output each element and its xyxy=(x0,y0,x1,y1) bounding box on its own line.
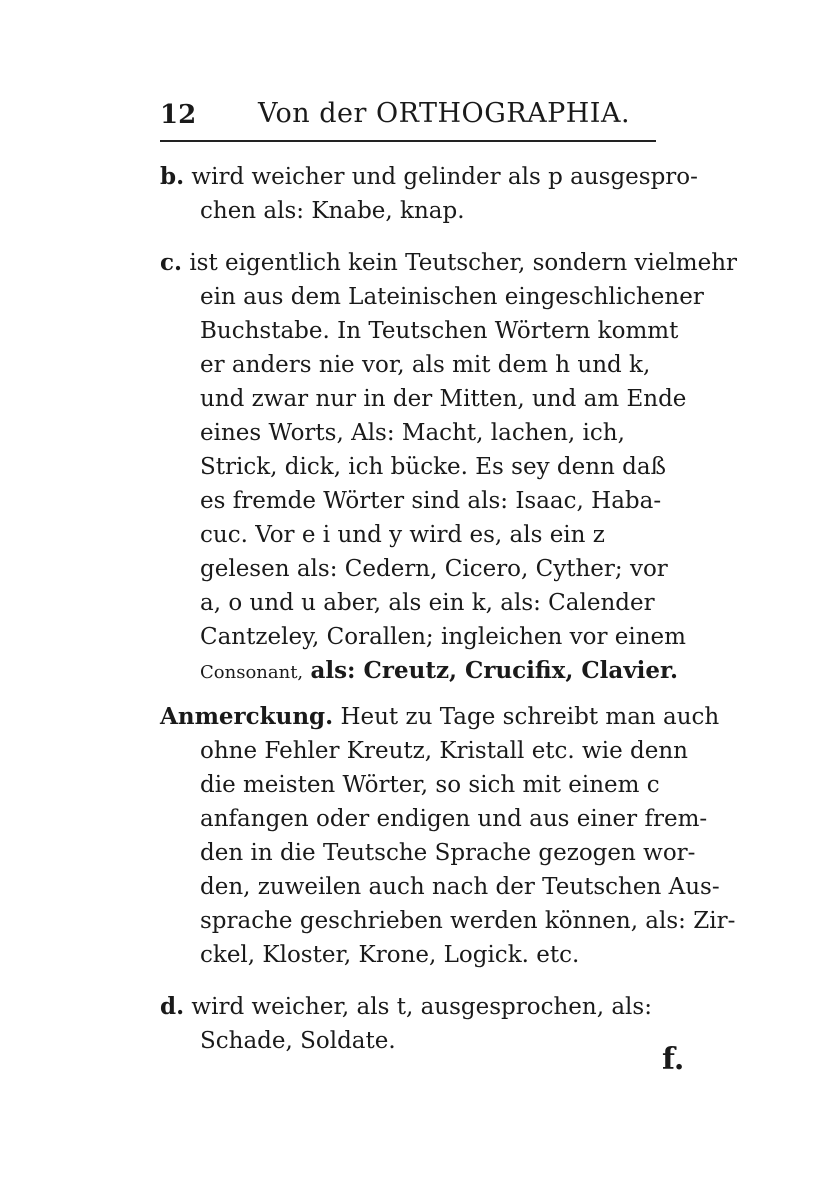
entry-d xyxy=(160,990,680,1058)
entry-text: wird weicher, als t, ausgesprochen, als: xyxy=(191,994,652,1020)
entry-anmerckung xyxy=(160,700,736,972)
header-rule xyxy=(160,140,656,142)
catchword: f. xyxy=(662,1042,685,1077)
running-title-main: ORTHOGRAPHIA. xyxy=(376,98,631,129)
entry-text: wird weicher und gelinder als p ausgespro- xyxy=(191,164,698,190)
entry-line xyxy=(160,990,680,1024)
entry-text: Heut zu Tage schreibt man auch xyxy=(340,704,720,730)
entry-line xyxy=(160,160,698,194)
entry-line: ein aus dem Lateinischen eingeschlichener xyxy=(200,284,704,310)
entry-letter: b. xyxy=(160,163,185,190)
entry-letter: c. xyxy=(160,249,183,276)
entry-line: cuc. Vor e i und y wird es, als ein z xyxy=(200,522,605,548)
note-label: Anmerckung. xyxy=(160,703,334,730)
entry-text: ist eigentlich kein Teutscher, sondern vielmehr xyxy=(189,250,738,276)
entry-line: ckel, Kloster, Krone, Logick. etc. xyxy=(200,942,580,968)
entry-line xyxy=(160,246,738,280)
entry-line: er anders nie vor, als mit dem h und k, xyxy=(200,352,651,378)
entry-line: es fremde Wörter sind als: Isaac, Haba- xyxy=(200,488,662,514)
entry-line: sprache geschrieben werden können, als: Zir- xyxy=(200,908,736,934)
entry-text: als: Creutz, Crucifix, Clavier. xyxy=(310,657,679,684)
entry-line: den, zuweilen auch nach der Teutschen Aus- xyxy=(200,874,720,900)
entry-line: den in die Teutsche Sprache gezogen wor- xyxy=(200,840,696,866)
running-title xyxy=(258,98,630,129)
entry-line: Strick, dick, ich bücke. Es sey denn daß xyxy=(200,454,666,480)
entry-letter: d. xyxy=(160,993,185,1020)
entry-line: die meisten Wörter, so sich mit einem c xyxy=(200,772,660,798)
entry-line: eines Worts, Als: Macht, lachen, ich, xyxy=(200,420,625,446)
entry-line: und zwar nur in der Mitten, und am Ende xyxy=(200,386,687,412)
page-header xyxy=(160,94,660,138)
page-number: 12 xyxy=(160,100,197,130)
entry-line: Buchstabe. In Teutschen Wörtern kommt xyxy=(200,318,679,344)
entry-line: a, o und u aber, als ein k, als: Calender xyxy=(200,590,655,616)
entry-line: chen als: Knabe, knap. xyxy=(200,198,465,224)
running-title-prefix: Von der xyxy=(258,98,367,129)
entry-line xyxy=(160,700,720,734)
entry-line: anfangen oder endigen und aus einer frem- xyxy=(200,806,708,832)
entry-c xyxy=(160,246,738,688)
entry-b xyxy=(160,160,698,228)
consonant-word: Consonant, xyxy=(200,662,304,683)
entry-line: ohne Fehler Kreutz, Kristall etc. wie denn xyxy=(200,738,688,764)
entry-line: gelesen als: Cedern, Cicero, Cyther; vor xyxy=(200,556,668,582)
entry-line: Schade, Soldate. xyxy=(200,1028,396,1054)
entry-line: Cantzeley, Corallen; ingleichen vor einem xyxy=(200,624,686,650)
entry-line xyxy=(160,654,680,688)
